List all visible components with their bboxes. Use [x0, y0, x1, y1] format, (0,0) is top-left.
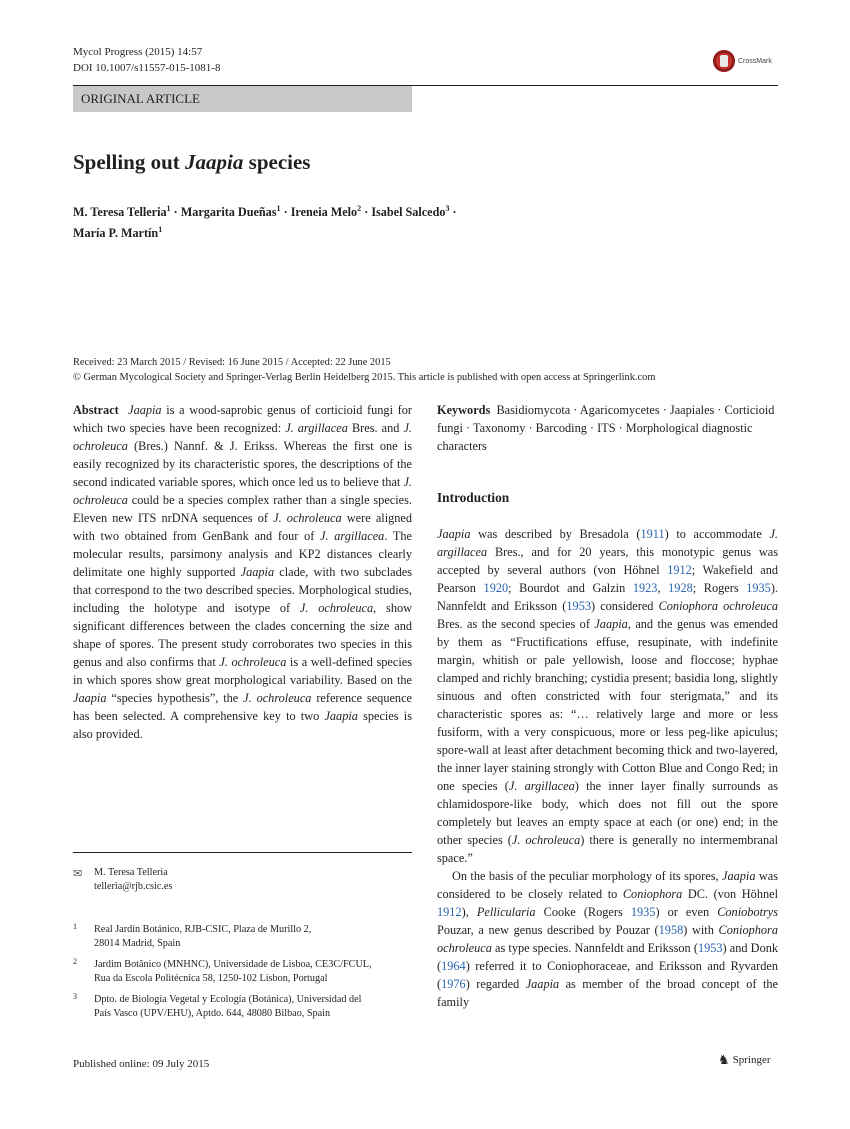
text-run: Bres., and for 20 years, this monotypic genus was accepted by several authors (von Höhnel [437, 545, 778, 577]
keywords-text: Basidiomycota · Agaricomycetes · Jaapiales · Corticioid fungi · Taxonomy · Barcoding · ITS · Morphological diagnostic characters [437, 403, 775, 453]
abstract-label: Abstract [73, 403, 119, 417]
text-run: ) considered [590, 599, 659, 613]
text-run: was described by Bresadola ( [470, 527, 641, 541]
author[interactable]: Isabel Salcedo$^3$ [371, 204, 450, 220]
italic-term: Coniophora [622, 887, 683, 901]
envelope-icon: ✉ [73, 868, 83, 880]
text-run: ) to accommodate [664, 527, 770, 541]
text-run: , and the genus was emended by them as “Fructifications effuse, resupinate, with indefinite margin, whitish or pale yellowish, loose and floccose; hyphae clamped and richly branching; cystidia present; basidia long, slightly sinuous and often constricted with four sterigmata,” and its characteristic spores as: “… relatively large and more or less fusiform, with a very conspicuous, more or less peg-like apiculus; spore-wall at least after detachment becoming thick and two-layered, the inner layer staining strongly with Cotton Blue and Congo Red; in one species ( [437, 617, 778, 793]
citation-link[interactable]: 1920 [483, 581, 509, 595]
abstract [73, 401, 412, 743]
italic-term: J. argillacea [437, 527, 778, 559]
publisher-name: Springer [732, 1054, 771, 1066]
italic-term: J. ochroleuca [273, 511, 342, 525]
text-run: ), [461, 905, 477, 919]
italic-term: J. ochroleuca [219, 655, 287, 669]
journal-header [73, 44, 220, 76]
citation-link[interactable]: 1928 [668, 581, 693, 595]
section-banner: ORIGINAL ARTICLE [73, 86, 412, 112]
title-pre: Spelling out [73, 150, 186, 174]
citation-link[interactable]: 1923 [632, 581, 658, 595]
text-run: ; Rogers [692, 581, 747, 595]
italic-term: J. ochroleuca [73, 475, 412, 507]
text-run: ) regarded [465, 977, 526, 991]
affiliation-number: 2 [73, 957, 77, 966]
italic-term: Jaapia [525, 977, 560, 991]
keywords-label: Keywords [437, 403, 491, 417]
italic-term: Coniophora ochroleuca [658, 599, 778, 613]
italic-term: Jaapia [73, 691, 107, 705]
citation-link[interactable]: 1976 [441, 977, 466, 991]
italic-term: Jaapia [324, 709, 358, 723]
text-run: were aligned with two obtained from GenBank and four of [73, 511, 413, 543]
italic-term: Jaapia [594, 617, 628, 631]
text-run: species is also provided. [73, 709, 412, 741]
text-run: clade, with two subclades that correspond to the two described species. Morphological studies, including the holotype and isotype of [73, 565, 412, 615]
text-run: ) with [683, 923, 719, 937]
italic-term: J. ochroleuca [299, 601, 374, 615]
title-post: species [243, 150, 311, 174]
author[interactable]: María P. Martín$^1$ [73, 225, 163, 241]
affiliation: Jardim Botânico (MNHNC), Universidade de Lisboa, CE3C/FCUL, Rua da Escola Politécnica 58, 1250-102 Lisbon, Portugal [94, 959, 372, 984]
text-run: , [657, 581, 669, 595]
italic-term: Pellicularia [476, 905, 536, 919]
text-run: , show significant differences between the clades concerning the size and shape of spores. The present study corroborates two species in this genus and also confirms that [73, 601, 412, 669]
abstract-body [73, 403, 412, 741]
affiliation: Dpto. de Biología Vegetal y Ecología (Botánica), Universidad del País Vasco (UPV/EHU), Aptdo. 644, 48080 Bilbao, Spain [94, 994, 362, 1019]
affiliation-number: 3 [73, 992, 77, 1001]
italic-term: Coniobotrys [717, 905, 779, 919]
article-title [73, 150, 310, 175]
publisher-logo[interactable] [718, 1052, 771, 1068]
text-run: DC. (von Höhnel [682, 887, 778, 901]
text-run: ) the inner layer finally surrounds as chlamidospore-like body, which does not fill out the spore completely but leaves an empty space at each (or one) end; in the other species ( [437, 779, 778, 847]
italic-term: J. argillacea [508, 779, 575, 793]
affiliation: Real Jardín Botánico, RJB-CSIC, Plaza de Murillo 2, 28014 Madrid, Spain [94, 924, 312, 949]
footnote-rule [73, 852, 412, 853]
copyright: © German Mycological Society and Springer-Verlag Berlin Heidelberg 2015. This article is published with open access at Springerlink.com [73, 372, 656, 383]
author[interactable]: Margarita Dueñas$^1$ [180, 204, 281, 220]
italic-term: Jaapia [128, 403, 162, 417]
text-run: was considered to be closely related to [437, 869, 778, 901]
text-run: reference sequence has been selected. A comprehensive key to two [73, 691, 412, 723]
text-run: ) and Donk ( [437, 941, 779, 973]
italic-term: J. argillacea [285, 421, 348, 435]
correspondence [94, 866, 172, 894]
text-run: . The molecular results, parsimony analysis and KP2 distances clearly delimitate one highly supported [73, 529, 412, 579]
crossmark-label: CrossMark [738, 57, 772, 65]
text-run: Pouzar, a new genus described by Pouzar ( [437, 923, 659, 937]
text-run: (Bres.) Nannf. & J. Erikss. Whereas the first one is easily recognized by its characteristic spores, the descriptions of the second indicated variable spores, which once led us to believe that [73, 439, 412, 489]
text-run: ). Nannfeldt and Eriksson ( [437, 581, 778, 613]
text-run: ) there is generally no intermembranal space.” [437, 833, 778, 865]
introduction-body [437, 525, 778, 1011]
title-genus: Jaapia [185, 150, 244, 174]
text-run: is a well-defined species in which spores show great morphological variability. Based on the [73, 655, 413, 687]
published-date: Published online: 09 July 2015 [73, 1058, 210, 1070]
text-run: ; Wakefield and Pearson [437, 563, 778, 595]
author-list: M. Teresa Telleria$^1$ · Margarita Dueñas$^1$ · Ireneia Melo$^2$ · Isabel Salcedo$^3$ · María P. Martín$^1$ [73, 204, 457, 241]
citation-link[interactable]: 1912 [667, 563, 692, 577]
paragraph [437, 525, 778, 867]
citation-link[interactable]: 1964 [441, 959, 466, 973]
citation-link[interactable]: 1912 [437, 905, 462, 919]
crossmark-icon [713, 50, 735, 72]
paragraph [437, 867, 778, 1011]
springer-horse-icon: ♞ [718, 1052, 730, 1067]
text-run: is a wood-saprobic genus of corticioid fungi for which two species have been recognized: [73, 403, 412, 435]
crossmark-badge[interactable] [713, 50, 772, 72]
citation-link[interactable]: 1935 [746, 581, 771, 595]
correspondent-name: M. Teresa Telleria [94, 867, 168, 878]
text-run: “species hypothesis”, the [106, 691, 244, 705]
text-run: ) or even [655, 905, 718, 919]
author[interactable]: Ireneia Melo$^2$ [290, 204, 362, 220]
correspondent-email[interactable]: telleria@rjb.csic.es [94, 881, 173, 892]
introduction-heading: Introduction [437, 490, 510, 505]
text-run: Bres. as the second species of [437, 617, 595, 631]
italic-term: Jaapia [240, 565, 275, 579]
italic-term: J. argillacea [320, 529, 385, 543]
affiliation-number: 1 [73, 922, 77, 931]
citation-link[interactable]: 1911 [640, 527, 665, 541]
italic-term: J. ochroleuca [511, 833, 581, 847]
text-run: could be a species complex rather than a single species. Eleven new ITS nrDNA sequences of [73, 493, 412, 525]
citation-link[interactable]: 1958 [658, 923, 684, 937]
text-run: Cooke (Rogers [535, 905, 631, 919]
doi[interactable]: DOI 10.1007/s11557-015-1081-8 [73, 62, 221, 74]
journal-citation: Mycol Progress (2015) 14:57 [73, 46, 203, 58]
text-run: as type species. Nannfeldt and Eriksson ( [491, 941, 698, 955]
article-dates [73, 355, 655, 385]
citation-link[interactable]: 1953 [566, 599, 591, 613]
text-run: On the basis of the peculiar morphology of its spores, [452, 869, 722, 883]
keywords [437, 401, 778, 455]
text-run: as member of the broad concept of the family [437, 977, 778, 1009]
italic-term: J. ochroleuca [73, 421, 412, 453]
italic-term: Coniophora ochroleuca [437, 923, 778, 955]
author[interactable]: M. Teresa Telleria$^1$ [73, 204, 171, 220]
italic-term: Jaapia [437, 527, 471, 541]
italic-term: J. ochroleuca [243, 691, 312, 705]
citation-link[interactable]: 1935 [630, 905, 656, 919]
history: Received: 23 March 2015 / Revised: 16 June 2015 / Accepted: 22 June 2015 [73, 357, 391, 368]
text-run: ) referred it to Coniophoraceae, and Eriksson and Ryvarden ( [437, 959, 778, 991]
text-run: ; Bourdot and Galzin [508, 581, 633, 595]
italic-term: Jaapia [722, 869, 756, 883]
text-run: Bres. and [347, 421, 404, 435]
citation-link[interactable]: 1953 [697, 941, 723, 955]
